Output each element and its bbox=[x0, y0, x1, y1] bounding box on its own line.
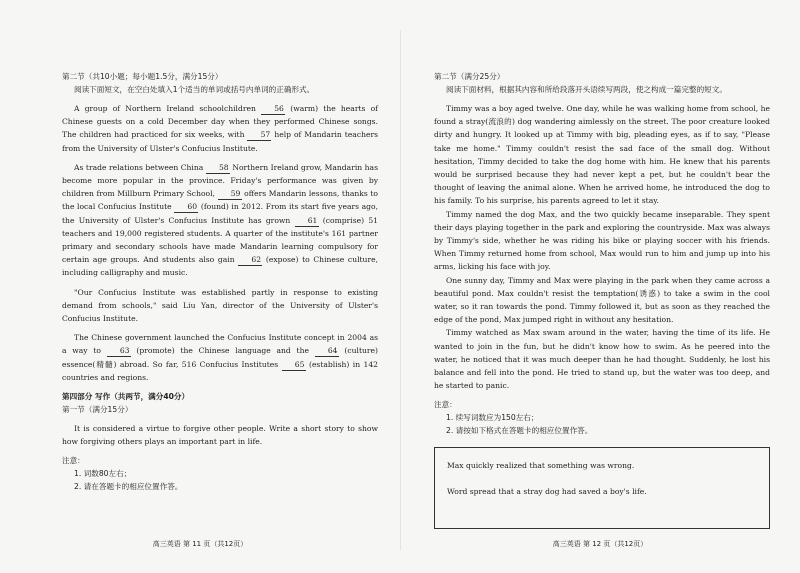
text-run: A group of Northern Ireland schoolchildren bbox=[74, 104, 262, 113]
passage-paragraph-1 bbox=[62, 102, 378, 155]
blank-63: 63 bbox=[107, 345, 131, 357]
story-paragraph-4: Timmy watched as Max swam around in the water, having the time of its life. He wanted to join in the fun, but he didn't know how to swim. As he peered into the water, he noticed that it was much deeper than he had thought. Suddenly, he lost his balance and fell into the pond. He tried to stand up, but the water was too deep, and he started to panic. bbox=[434, 328, 770, 391]
answer-format-box bbox=[434, 447, 770, 529]
text-run: offers Mandarin lessons, thanks to the local Confucius Institute bbox=[62, 189, 378, 212]
blank-61: 61 bbox=[295, 215, 319, 227]
notes-label: 注意： bbox=[62, 456, 85, 466]
text-run: (warm) the hearts of Chinese guests on a cold December day when they performed Chinese songs. The children had practiced for six weeks, with bbox=[62, 104, 378, 140]
notes-label: 注意： bbox=[434, 400, 457, 410]
passage-paragraph-2 bbox=[62, 161, 378, 280]
blank-62: 62 bbox=[238, 254, 262, 266]
section1-header: 第一节（满分15分） bbox=[62, 405, 133, 415]
text-run: Northern Ireland grow, Mandarin has become more popular in the province. Friday's performance was given by children from Millburn Primary School, bbox=[62, 162, 378, 199]
passage-paragraph-3: "Our Confucius Institute was established partly in response to existing demand from schools," said Liu Yan, director of the University of Ulster's Confucius Institute. bbox=[62, 287, 378, 324]
note-1: 1. 续写词数应为150左右； bbox=[446, 413, 539, 423]
section-instruction: 阅读下面材料，根据其内容和所给段落开头语续写两段，使之构成一篇完整的短文。 bbox=[446, 85, 727, 94]
story-paragraph-2: Timmy named the dog Max, and the two quickly became inseparable. They spent their days playing together in the park and exploring the countryside. Max was always by Timmy's side, whether he was riding his bike or playing soccer with his friends. When Timmy returned home from school, Max would run to him and jump up into his arms, licking his face with joy. bbox=[434, 209, 770, 272]
text-run: help of Mandarin teachers from the University of Ulster's Confucius Institute. bbox=[62, 130, 379, 153]
story-paragraph-3: One sunny day, Timmy and Max were playing in the park when they came across a beautiful pond. Max couldn't resist the temptation(诱惑) to take a swim in the cool water, so it ran towards the pond. Timmy followed it, but as soon as they reached the edge of the pond, Max jumped right in without any hesitation. bbox=[434, 275, 770, 325]
text-run: (found) in 2012. From its start five years ago, the University of Ulster's Confucius Institute has grown bbox=[62, 202, 378, 225]
blank-57: 57 bbox=[247, 129, 271, 141]
page-footer-left: 高三英语 第 11 页（共12页） bbox=[152, 540, 248, 548]
story-paragraph-1: Timmy was a boy aged twelve. One day, while he was walking home from school, he found a stray(流浪的) dog wandering aimlessly on the street. The poor creature looked dirty and hungry. It looked up at Timmy with big, pleading eyes, as if to say, "Please take me home." Timmy couldn't resist the sad face of the small dog. Without hesitation, Timmy decided to take the dog home with him. He knew that his parents would be surprised because they had never kept a pet, but he couldn't bear the thought of leaving the animal alone. When he arrived home, he introduced the dog to his family. To his surprise, his parents agreed to let it stay. bbox=[434, 104, 770, 206]
continuation-opener-1: Max quickly realized that something was wrong. bbox=[447, 461, 635, 471]
continuation-opener-2: Word spread that a stray dog had saved a boy's life. bbox=[447, 487, 647, 497]
page-footer-right: 高三英语 第 12 页（共12页） bbox=[552, 540, 648, 548]
section-header: 第二节（共10小题；每小题1.5分，满分15分） bbox=[62, 72, 223, 81]
section-header: 第二节（满分25分） bbox=[434, 72, 505, 81]
text-run: (promote) the Chinese language and the bbox=[130, 346, 315, 356]
part4-header: 第四部分 写作（共两节，满分40分） bbox=[62, 392, 190, 402]
blank-65: 65 bbox=[282, 359, 306, 371]
blank-59: 59 bbox=[218, 188, 242, 200]
passage-paragraph-4 bbox=[62, 331, 378, 384]
writing-prompt: It is considered a virtue to forgive other people. Write a short story to show how forgiving others plays an important part in life. bbox=[62, 424, 378, 447]
text-run: (comprise) 51 teachers and 19,000 registered students. A quarter of the institute's 161 partner primary and secondary schools have made Mandarin learning compulsory for certain age groups. And students also gain bbox=[62, 215, 378, 265]
text-run: As trade relations between China bbox=[74, 162, 206, 172]
note-2: 2. 请按如下格式在答题卡的相应位置作答。 bbox=[446, 426, 593, 436]
blank-56: 56 bbox=[261, 103, 285, 115]
note-2: 2. 请在答题卡的相应位置作答。 bbox=[74, 482, 183, 492]
text-run: (culture) essence(精髓) abroad. So far, 516 Confucius Institutes bbox=[62, 346, 378, 369]
blank-64: 64 bbox=[315, 345, 339, 357]
blank-58: 58 bbox=[206, 162, 230, 174]
text-run: (expose) to Chinese culture, including calligraphy and music. bbox=[62, 255, 378, 278]
note-1: 1. 词数80左右； bbox=[74, 469, 132, 479]
blank-60: 60 bbox=[174, 201, 198, 213]
text-run: The Chinese government launched the Confucius Institute concept in 2004 as a way to bbox=[62, 333, 378, 356]
text-run: (establish) in 142 countries and regions. bbox=[62, 359, 378, 382]
section-instruction: 阅读下面短文，在空白处填入1个适当的单词或括号内单词的正确形式。 bbox=[74, 85, 315, 94]
right-page bbox=[400, 0, 800, 573]
